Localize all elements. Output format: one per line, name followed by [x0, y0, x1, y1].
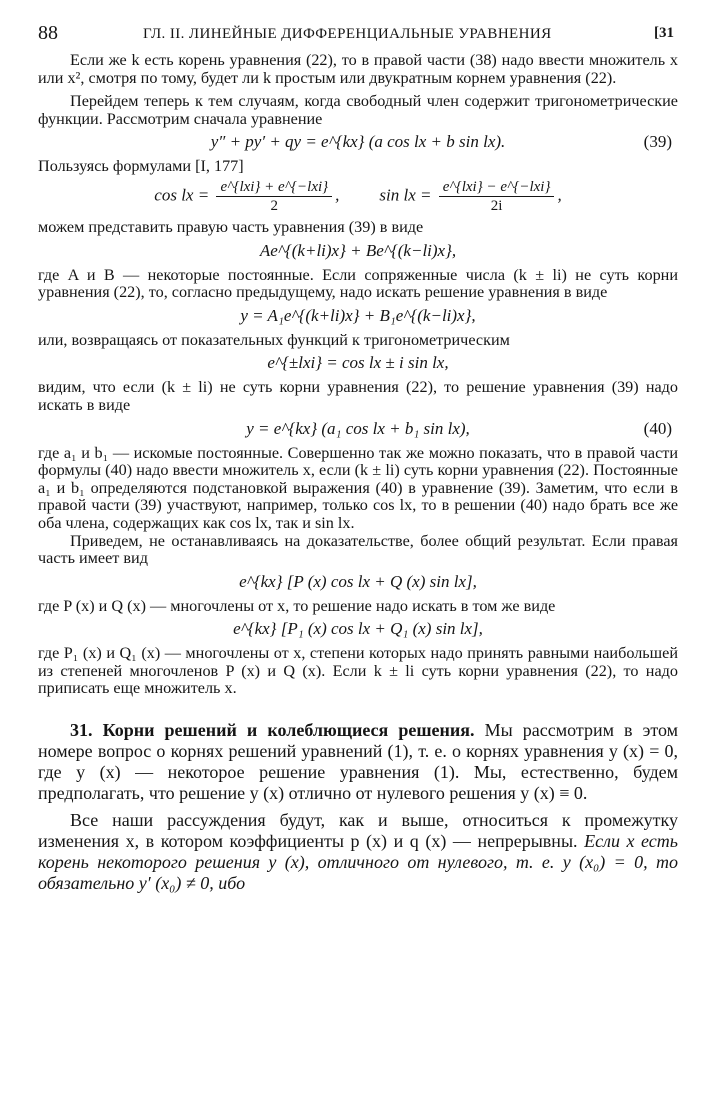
paragraph: где a₁ и b₁ — искомые постоянные. Совершенно так же можно показать, что в правой части формулы (40) надо ввести множитель x, если (k ± li) суть корни уравнения (22). Постоянные a₁ и b₁ определяются подстановкой выражения (40) в уравнение (39). Заметим, что если в правой части (39) участвуют, например, только cos lx, то в решении (40) надо брать все же оба члена, содержащих как cos lx, так и sin lx.	[38, 443, 678, 532]
cos-denominator: 2	[270, 197, 279, 214]
section-reference: [31	[654, 25, 674, 41]
equation-ab	[38, 241, 678, 261]
sin-fraction	[439, 178, 555, 215]
paragraph: или, возвращаясь от показательных функций к тригонометрическим	[38, 330, 510, 349]
paragraph: Приведем, не останавливаясь на доказательстве, более общий результат. Если правая часть имеет вид	[38, 531, 678, 568]
equation-body: y = e^{kx} (a₁ cos lx + b₁ sin lx),	[246, 418, 470, 438]
sin-numerator: e^{lxi} − e^{−lxi}	[439, 178, 555, 197]
paragraph: где A и B — некоторые постоянные. Если сопряженные числа (k ± li) не суть корни уравнения (22), то, согласно предыдущему, надо искать решение уравнения в виде	[38, 265, 678, 302]
page-header	[38, 18, 678, 52]
section-31-paragraph	[38, 720, 678, 804]
equation-body: e^{kx} [P (x) cos lx + Q (x) sin lx],	[239, 571, 477, 591]
equation-40	[38, 419, 678, 439]
cos-formula: cos lx = $\frac{\text{e\textasciicircum{}\{lxi\} + e\textasciicircum{}\{−lxi\}}}{2}$ ,	[154, 178, 340, 214]
cos-lhs: cos lx =	[154, 185, 210, 205]
equation-39	[38, 132, 678, 152]
equation-general-solution	[38, 619, 678, 639]
paragraph: Перейдем теперь к тем случаям, когда свободный член содержит тригонометрические функции. Рассмотрим сначала уравнение	[38, 92, 678, 128]
equation-body: e^{kx} [P₁ (x) cos lx + Q₁ (x) sin lx],	[233, 619, 483, 639]
sin-denominator: 2i	[490, 197, 503, 214]
section-intro: Мы рассмотрим в этом номере вопрос о корнях решений уравнений (1), т. е. о корнях уравнения y (x) = 0, где y (x) — некоторое решение уравнения (1). Мы, естественно, будем предполагать, что решение y (x) отлично от нулевого решения y (x) ≡ 0.	[38, 720, 679, 804]
paragraph: видим, что если (k ± li) не суть корни уравнения (22), то решение уравнения (39) надо искать в виде	[38, 378, 678, 414]
sin-lhs: sin lx =	[379, 185, 432, 205]
paragraph: можем представить правую часть уравнения (39) в виде	[38, 217, 424, 236]
equation-a1b1	[38, 306, 678, 326]
section-title: 31. Корни решений и колеблющиеся решения.	[70, 720, 475, 741]
paragraph	[38, 810, 678, 894]
equation-number: (40)	[643, 418, 672, 438]
equation-general	[38, 572, 678, 592]
text-run: Все наши рассуждения будут, как и выше, относиться к промежутку изменения x, в котором коэффициенты p (x) и q (x) — непрерывны.	[38, 810, 678, 852]
paragraph: где P₁ (x) и Q₁ (x) — многочлены от x, степени которых надо принять равными наибольшей из степеней многочленов P (x) и Q (x). Если k ± li суть корни уравнения (22), то надо приписать еще множитель x.	[38, 644, 678, 698]
equation-body: Ae^{(k+li)x} + Be^{(k−li)x},	[259, 240, 457, 260]
paragraph: где P (x) и Q (x) — многочлены от x, то решение надо искать в том же виде	[38, 596, 556, 615]
cos-fraction	[216, 178, 332, 215]
equation-euler	[38, 353, 678, 373]
page-number: 88	[38, 22, 58, 44]
equation-body: e^{±lxi} = cos lx ± i sin lx,	[267, 353, 449, 373]
euler-formulas	[38, 178, 678, 215]
paragraph: Если же k есть корень уравнения (22), то в правой части (38) надо ввести множитель x или x², смотря по тому, будет ли k простым или двукратным корнем уравнения (22).	[38, 51, 678, 87]
sin-formula: sin lx = $\frac{\text{e\textasciicircum{}\{lxi\} − e\textasciicircum{}\{−lxi\}}}{2i}$ ,	[379, 178, 562, 214]
equation-body: y″ + py′ + qy = e^{kx} (a cos lx + b sin lx).	[210, 132, 506, 152]
book-page	[38, 18, 678, 1088]
cos-numerator: e^{lxi} + e^{−lxi}	[216, 178, 332, 197]
paragraph: Пользуясь формулами [I, 177]	[38, 157, 244, 176]
theorem-text: Если x есть корень некоторого решения y (x), отличного от нулевого, т. е. y (x₀) = 0, то обязательно y′ (x₀) ≠ 0, ибо	[38, 831, 678, 894]
equation-number: (39)	[643, 132, 672, 152]
running-head: ГЛ. II. ЛИНЕЙНЫЕ ДИФФЕРЕНЦИАЛЬНЫЕ УРАВНЕНИЯ	[143, 26, 552, 42]
equation-body: y = A₁e^{(k+li)x} + B₁e^{(k−li)x},	[240, 305, 476, 325]
